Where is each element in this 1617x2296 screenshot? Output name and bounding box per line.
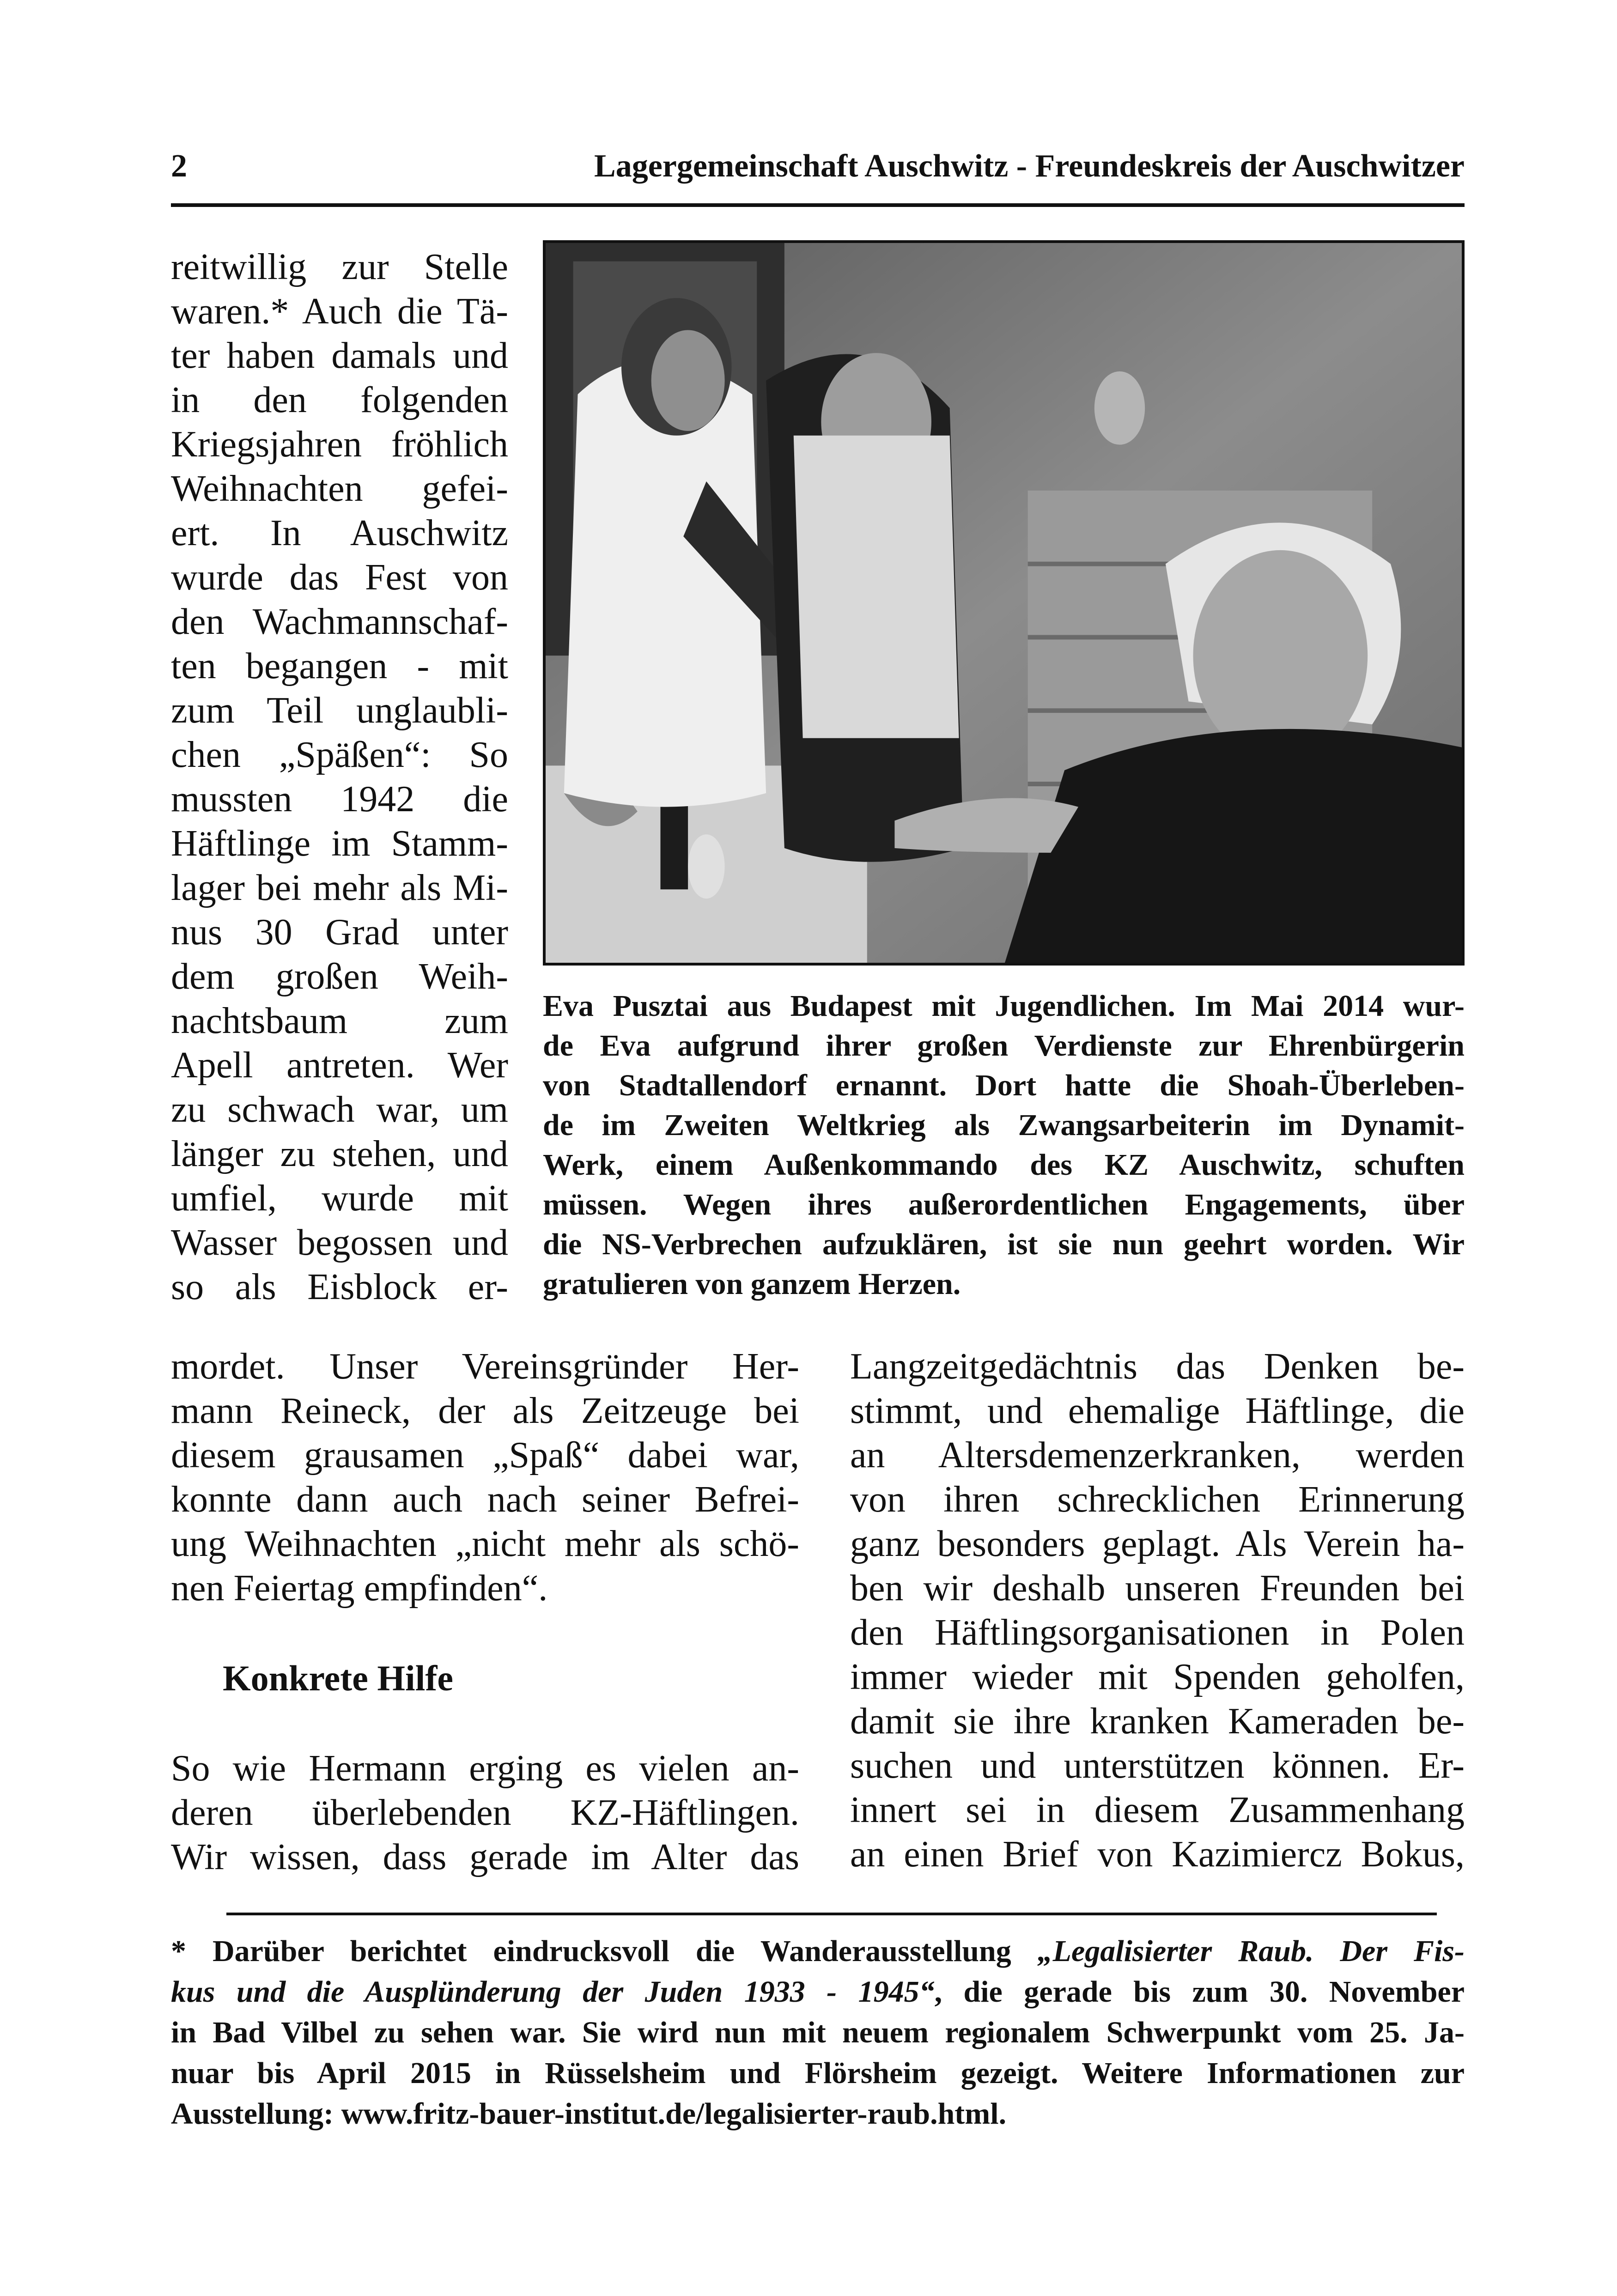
footnote-line-last: Ausstellung: www.fritz-bauer-institut.de/legalisierter-raub.html. xyxy=(171,2097,1007,2131)
text-line: ert. In Auschwitz xyxy=(171,513,508,553)
text-line: ten begangen - mit xyxy=(171,646,508,686)
text-line: nen Feiertag empfinden“. xyxy=(171,1568,548,1609)
text-line: wurde das Fest von xyxy=(171,557,508,598)
running-header-title: Lagergemeinschaft Auschwitz - Freundeskreis der Auschwitzer xyxy=(594,148,1465,184)
text-line: de im Zweiten Weltkrieg als Zwangsarbeiterin im Dynamit- xyxy=(543,1108,1465,1142)
text-line: innert sei in diesem Zusammenhang xyxy=(850,1790,1465,1830)
text-line: in den folgenden xyxy=(171,380,508,420)
footnote-line: nuar bis April 2015 in Rüsselsheim und Flörsheim gezeigt. Weitere Informationen zur xyxy=(171,2056,1465,2090)
section-heading: Konkrete Hilfe xyxy=(223,1658,453,1698)
text-line: Häftlinge im Stamm- xyxy=(171,823,508,864)
text-line: an einen Brief von Kazimiercz Bokus, xyxy=(850,1834,1465,1875)
text-line: Apell antreten. Wer xyxy=(171,1045,508,1086)
text-line: mussten 1942 die xyxy=(171,779,508,820)
text-line: von ihren schrecklichen Erinnerung xyxy=(850,1479,1465,1520)
text-line: von Stadtallendorf ernannt. Dort hatte die Shoah-Überleben- xyxy=(543,1069,1465,1102)
text-line: Weihnachten gefei- xyxy=(171,468,508,509)
text-line: umfiel, wurde mit xyxy=(171,1178,508,1219)
text-line: immer wieder mit Spenden geholfen, xyxy=(850,1657,1465,1697)
header-rule xyxy=(171,203,1465,207)
footnote-line2-suffix: , die gerade bis zum 30. November xyxy=(934,1975,1465,2009)
text-line: die NS-Verbrechen aufzuklären, ist sie nun geehrt worden. Wir xyxy=(543,1227,1465,1261)
text-line: Eva Pusztai aus Budapest mit Jugendlichen. Im Mai 2014 wur- xyxy=(543,989,1465,1023)
text-line: ter haben damals und xyxy=(171,335,508,376)
text-line: So wie Hermann erging es vielen an- xyxy=(171,1748,799,1789)
text-line: lager bei mehr als Mi- xyxy=(171,868,508,908)
text-line: den Häftlingsorganisationen in Polen xyxy=(850,1612,1465,1653)
text-line: ben wir deshalb unseren Freunden bei xyxy=(850,1568,1465,1609)
footnote-line xyxy=(171,1972,1465,2012)
text-line: deren überlebenden KZ-Häftlingen. xyxy=(171,1792,799,1833)
text-line: mann Reineck, der als Zeitzeuge bei xyxy=(171,1391,799,1431)
text-line: nachtsbaum zum xyxy=(171,1001,508,1041)
text-line: Kriegsjahren fröhlich xyxy=(171,424,508,465)
text-line: zu schwach war, um xyxy=(171,1089,508,1130)
footnote-rule xyxy=(226,1913,1437,1915)
text-line: ganz besonders geplagt. Als Verein ha- xyxy=(850,1524,1465,1564)
text-line: dem großen Weih- xyxy=(171,956,508,997)
text-line: Langzeitgedächtnis das Denken be- xyxy=(850,1346,1465,1387)
footnote-line1-prefix: * Darüber berichtet eindrucksvoll die Wanderausstellung xyxy=(171,1934,1038,1968)
text-line: Werk, einem Außenkommando des KZ Auschwitz, schuften xyxy=(543,1148,1465,1182)
text-line: damit sie ihre kranken Kameraden be- xyxy=(850,1701,1465,1742)
text-line: reitwillig zur Stelle xyxy=(171,247,508,287)
text-line: gratulieren von ganzem Herzen. xyxy=(543,1267,961,1301)
text-line: Wasser begossen und xyxy=(171,1222,508,1263)
footnote-exhibition-title-cont: kus und die Ausplünderung der Juden 1933 - 1945“ xyxy=(171,1975,935,2009)
text-line: länger zu stehen, und xyxy=(171,1134,508,1174)
photo-image xyxy=(546,243,1462,963)
text-line: diesem grausamen „Spaß“ dabei war, xyxy=(171,1435,799,1476)
text-line: chen „Späßen“: So xyxy=(171,735,508,775)
article-photo xyxy=(543,240,1465,966)
text-line: de Eva aufgrund ihrer großen Verdienste zur Ehrenbürgerin xyxy=(543,1029,1465,1063)
text-line: so als Eisblock er- xyxy=(171,1267,508,1307)
text-line: konnte dann auch nach seiner Befrei- xyxy=(171,1479,799,1520)
text-line: mordet. Unser Vereinsgründer Her- xyxy=(171,1346,799,1387)
text-line: ung Weihnachten „nicht mehr als schö- xyxy=(171,1524,799,1564)
text-line: müssen. Wegen ihres außerordentlichen Engagements, über xyxy=(543,1188,1465,1221)
footnote-line: in Bad Vilbel zu sehen war. Sie wird nun mit neuem regionalem Schwerpunkt vom 25. Ja- xyxy=(171,2016,1465,2049)
text-line: waren.* Auch die Tä- xyxy=(171,291,508,332)
text-line: zum Teil unglaubli- xyxy=(171,690,508,731)
footnote-line xyxy=(171,1931,1465,1972)
text-line: suchen und unterstützen können. Er- xyxy=(850,1745,1465,1786)
page-number: 2 xyxy=(171,148,187,184)
text-line: nus 30 Grad unter xyxy=(171,912,508,953)
footnote-exhibition-title: „Legalisierter Raub. Der Fis- xyxy=(1037,1934,1465,1968)
text-line: stimmt, und ehemalige Häftlinge, die xyxy=(850,1391,1465,1431)
text-line: an Altersdemenzerkranken, werden xyxy=(850,1435,1465,1476)
text-line: den Wachmannschaf- xyxy=(171,601,508,642)
text-line: Wir wissen, dass gerade im Alter das xyxy=(171,1837,799,1877)
